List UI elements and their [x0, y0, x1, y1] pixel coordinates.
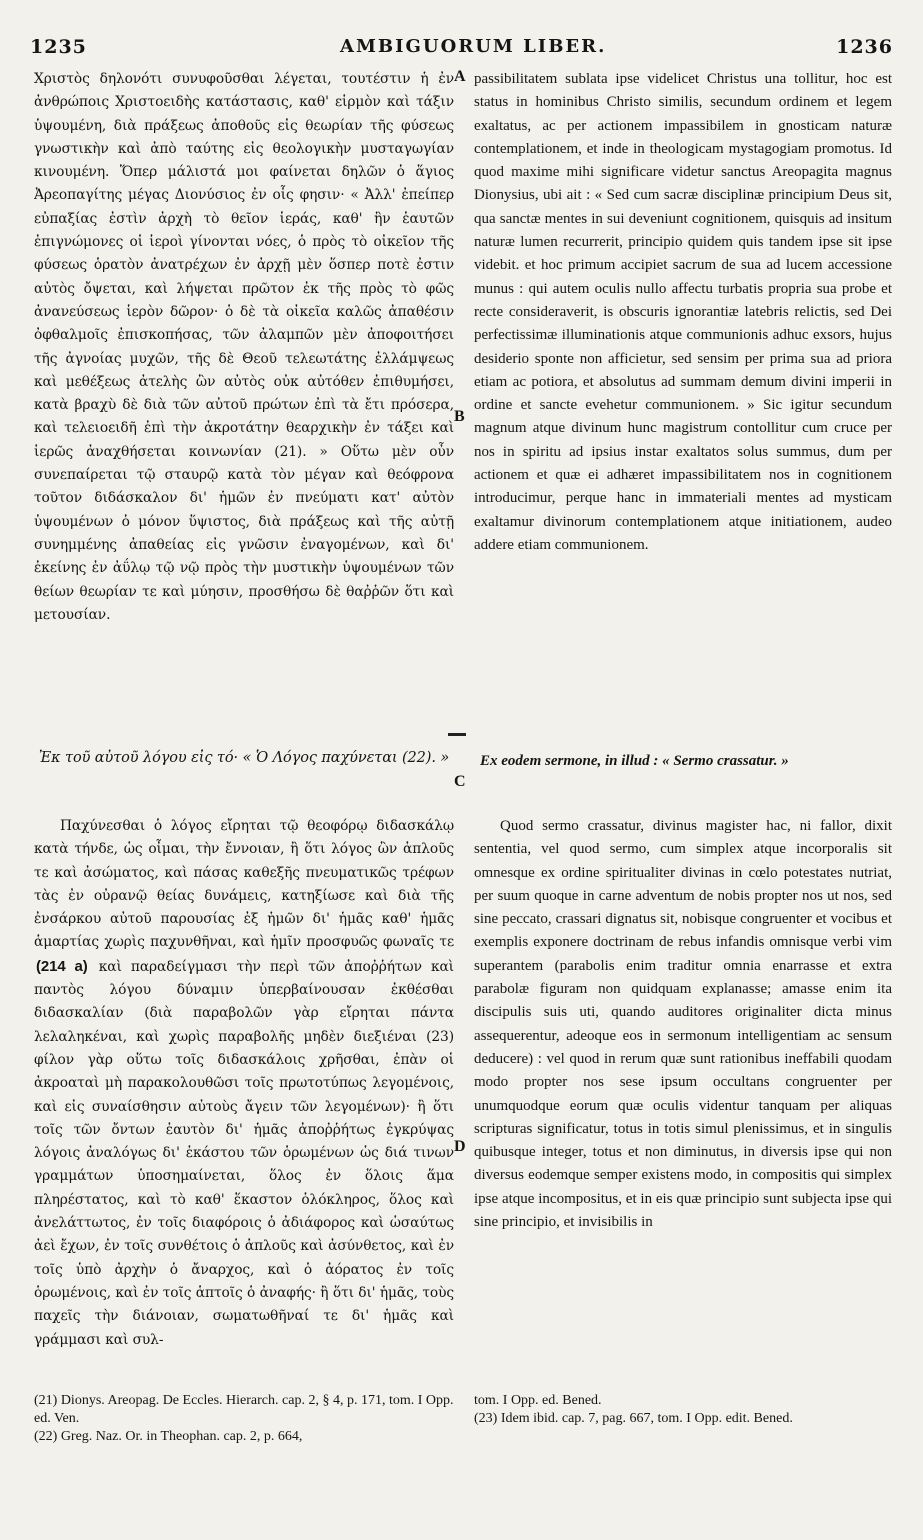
latin-section-heading: Ex eodem sermone, in illud : « Sermo crassatur. »	[480, 753, 789, 769]
latin-paragraph: passibilitatem sublata ipse videlicet Christus una tollitur, hoc est status in hominibus Christo similis, secundum ordinem et legem exaltatus, ac per actionem impassibilem in gnosticam naturæ contemplationem, et inde in theologicam mystagogiam promotus. Id quod maxime mihi significare videtur sanctus Areopagita magnus Dionysius, ubi ait : « Sed cum sacræ disciplinæ principium Deus sit, qua sanctæ mentes in sui deveniunt cognitionem, quisquis ad insitum naturæ lumen recurrerit, principio quidem quis tandem ipse sit ipse videbit. et hoc primum accipiet sacrum de sua ad lucem accessione munus : qui autem oculis nullo affectu turbatis propria sua probe et recte consideraverit, is obscuris ignorantiæ latebris relictis, sed Dei perfectissimæ illuminationis atque communionis adhuc exsors, hujus desiderio sponte non afficietur, sed sensim per prima sua ad priora etiam ac potiora, et absolutus ad summam demum divini imperii in ordine et sancte evehetur communionem. » Sic igitur secundum magnum atque divinum hunc magistrum contollitur cum cruce per nos in spiritu ad ipsius instar exaltatos solus summus, dum per actionem et quæ ei adhæret impassibilitatem nos in cognitionem introducimur, perque hanc in immateriali mentes ad mysticam exaltamur divinorum contemplationem atque initiationem, audeo addere etiam communionem.	[474, 71, 892, 553]
footnote-22-continued: tom. I Opp. ed. Bened.	[474, 1393, 602, 1408]
footnote-22: (22) Greg. Naz. Or. in Theophan. cap. 2, p. 664,	[34, 1429, 303, 1444]
latin-column-top	[474, 68, 892, 718]
greek-body-text-2: καὶ παραδείγμασι τὴν περὶ τῶν ἀποῤῥήτων καὶ παντὸς λόγου δύναμιν ὑπερβαίνουσαν ἐκθέσθαι διδασκαλίαν (διὰ παραβολῶν γὰρ εἴρηται πάντα λελαληκέναι, καὶ χωρὶς παραβολῆς μηδὲν διεξιέναι (23) φίλον γὰρ οὕτω τοῖς διδασκάλοις χρῆσθαι, ἐπὰν οἱ ἀκροαταὶ μὴ παρακολουθῶσι τοῖς πρωτοτύπως λεγομένοις, καὶ εἰς συναίσθησιν αὐτοὺς ἄγειν τῶν λεγομένων)· ἢ ὅτι τοῖς τῶν ὄντων ἑαυτὸν δι' ἡμᾶς ἀποῤῥήτως ἐγκρύψας λόγοις ἀναλόγως δι' ἑκάστου τῶν ὁρωμένων ὡς διά τινων γραμμάτων ὑποσημαίνεται, ὅλος ἐν ὅλοις ἅμα πληρέστατος, καὶ τὸ καθ' ἕκαστον ὁλόκληρος, ὅλος καὶ ἀνελάττωτος, ἐν τοῖς διαφόροις ὁ ἀδιάφορος καὶ ὡσαύτως ἀεὶ ἔχων, ἐν τοῖς συνθέτοις ὁ ἁπλοῦς καὶ ἀσύνθετος, καὶ ἐν τοῖς ὑπὸ ἀρχὴν ὁ ἄναρχος, καὶ ὁ ἀόρατος ἐν τοῖς ὁρωμένοις, καὶ ἐν τοῖς ἁπτοῖς ὁ ἀναφής· ἢ ὅτι δι' ἡμᾶς, τοὺς παχεῖς τὴν διάνοιαν, σωματωθῆναί τε δι' ἡμᾶς καὶ γράμμασι καὶ συλ-	[34, 958, 454, 1348]
page-number-left: 1235	[30, 36, 87, 58]
greek-paragraph: Χριστὸς δηλονότι συνυφοῦσθαι λέγεται, τουτέστιν ἡ ἐν ἀνθρώποις Χριστοειδὴς κατάστασις, καθ' εἱρμὸν καὶ τάξιν ὑψουμένη, διὰ πράξεως ἀποθοῦς εἰς θεωρίαν τῆς φύσεως γνωστικὴν καὶ ἀπὸ ταύτης εἰς θεολογικὴν μυσταγωγίαν κινουμένη. Ὅπερ μάλιστά μοι φαίνεται δηλῶν ὁ ἅγιος Ἀρεοπαγίτης μέγας Διονύσιος ἐν οἷς φησιν· « Ἀλλ' ἐπείπερ εὐπαξίας ἐστὶν ἀρχὴ τὸ θεῖον ἱεράς, καθ' ἣν ἑαυτῶν ἐπιγνώμονες οἱ ἱεροὶ γίνονται νόες, ὁ πρὸς τὸ οἰκεῖον τῆς φύσεως ὁρατὸν ἀνατρέχων ἐν ἀρχῇ μὲν ὅσπερ ποτὲ ἐστιν αὐτὸς ὄψεται, καὶ λήψεται πρῶτον ἐκ τῆς πρὸς τὸ φῶς ἀνανεύσεως ἱερὸν δῶρον· ὁ δὲ τὰ οἰκεῖα καλῶς ἀπαθέσιν ὀφθαλμοῖς ἐπισκοπήσας, τῶν ἀλαμπῶν μὲν ἀποφοιτήσει τῆς ἀγνοίας μυχῶν, τῆς δὲ Θεοῦ τελεωτάτης ἐλλάμψεως καὶ μεθέξεως ἀτελὴς ὢν αὐτὸς οὐκ αὐτόθεν ἐπιθυμήσει, κατὰ βραχὺ δὲ διὰ τῶν αὐτοῦ πρώτων ἐπὶ τὰ ἔτι πρόσερα, καὶ τελειοειδῆ ἐπὶ τὴν ἀκροτάτην θεαρχικὴν ἐν τάξει καὶ ἱερῶς ἀναχθήσεται κοινωνίαν (21). » Οὕτω μὲν οὖν συνεπαίρεται τῷ σταυρῷ κατὰ τὸν μέγαν καὶ θεόφρονα τοῦτον διδάσκαλον δι' ἡμῶν ἐν πνεύματι κατ' αὐτὸν ὑψουμένων ὁ μόνον ὕψιστος, διὰ πράξεως καὶ τῆς αὐτῇ συνημμένης ἀπαθείας εἰς γνῶσιν ἐναγομένων, καὶ δι' ἐκείνης ἐν ἀΰλῳ τῷ νῷ πρὸς τὴν μυστικὴν ὑψουμένων τῶν θείων θεωρίαν τε καὶ μύησιν, προσθήσω δὲ θαῤῥῶν ὅτι καὶ μετουσίαν.	[34, 71, 454, 623]
page-number-right: 1236	[836, 36, 893, 58]
footnote-23: (23) Idem ibid. cap. 7, pag. 667, tom. I Opp. edit. Bened.	[474, 1411, 793, 1426]
section-separator	[448, 733, 466, 736]
latin-body-paragraph: Quod sermo crassatur, divinus magister hac, ni fallor, dixit sententia, vel quod sermo, cum simplex atque incorporalis sit omnesque ex ordine spiritualiter divinas in cœlo potestates nutriat, per suum quoque in carne adventum de nobis propter nos ut nos, sed sine peccato, crassari dignatus sit, nobisque congruenter et vocibus et exemplis exponere doctrinam de rebus infandis omnisque verbi vim superantem (parabolis enim traditur omnia enarrasse et extra parabolæ figuram non quidquam explanasse; amasse enim ita discipulis suis uti, quando auditores originaliter dicta minus assequerentur, adeoque eos in sermonum intelligentiam ac sensum deducere) : vel quod in rerum quæ sunt rationibus ineffabili quodam modo propter nos sese ipsum occultans congruenter per unumquodque eorum quæ oculis videntur tanquam per aliquas scripturas significatur, totus in totis simul plenissimus, et in singulis quibusque integer, totus et non diminutus, in diversis ipse qui non diversus eodemque semper existens modo, in compositis qui simplex ipse atque incompositus, et in eis quæ principio sunt subjecta ipse qui sine principio, et invisibilis in	[474, 818, 892, 1231]
margin-marker-d: D	[454, 1138, 466, 1155]
footnotes-left	[34, 1392, 454, 1446]
greek-column-body	[34, 815, 454, 1363]
latin-column-body	[474, 815, 892, 1395]
greek-body-text-1: Παχύνεσθαι ὁ λόγος εἴρηται τῷ θεοφόρῳ διδασκάλῳ κατὰ τήνδε, ὡς οἶμαι, τὴν ἔννοιαν, ἢ ὅτι λόγος ὢν ἁπλοῦς τε καὶ ἀσώματος, καὶ πάσας καθεξῆς πνευματικῶς τρέφων τὰς ἐν οὐρανῷ θείας δυνάμεις, κατηξίωσε καὶ διὰ τῆς ἐνσάρκου αὐτοῦ παρουσίας ἐξ ἡμῶν δι' ἡμᾶς καθ' ἡμᾶς ἁμαρτίας χωρὶς παχυνθῆναι, καὶ ἡμῖν προσφυῶς φωναῖς τε	[34, 818, 454, 951]
margin-marker-a: A	[454, 68, 466, 85]
greek-body-paragraph	[34, 815, 454, 1352]
greek-section-heading: Ἐκ τοῦ αὐτοῦ λόγου εἰς τό· « Ὁ Λόγος παχύνεται (22). »	[38, 750, 450, 766]
margin-marker-c: C	[454, 773, 466, 790]
running-title: AMBIGUORUM LIBER.	[340, 36, 607, 57]
footnote-21: (21) Dionys. Areopag. De Eccles. Hierarch. cap. 2, § 4, p. 171, tom. I Opp. ed. Ven.	[34, 1393, 454, 1426]
greek-column-top	[34, 68, 454, 680]
page-reference: (214 a)	[36, 957, 88, 975]
margin-marker-b: B	[454, 408, 465, 425]
footnotes-right	[474, 1392, 892, 1428]
